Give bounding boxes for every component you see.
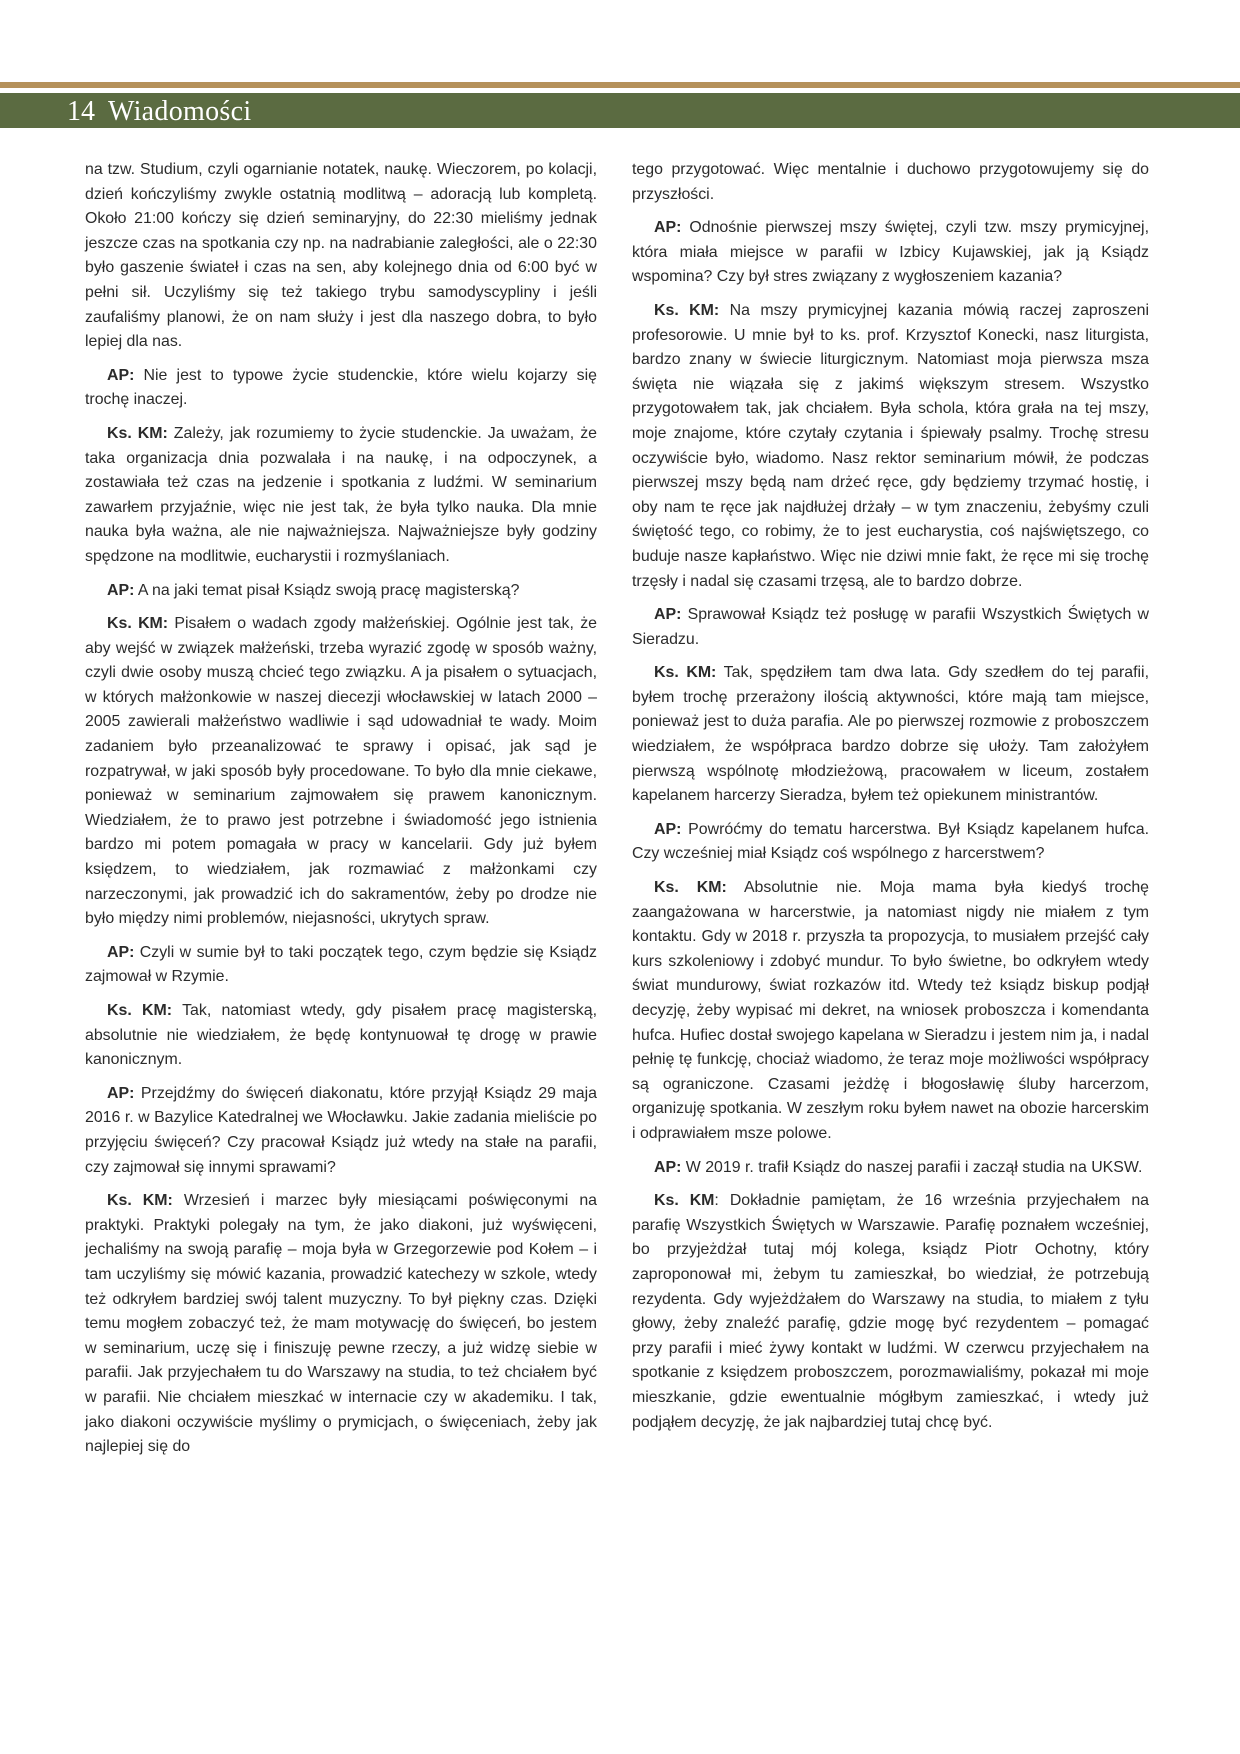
paragraph [85,612,597,932]
paragraph [632,216,1149,290]
paragraph-text: Na mszy prymicyjnej kazania mówią raczej zaproszeni profesorowie. U mnie był to ks. prof. Krzysztof Konecki, nasz liturgista, bardzo znany w świecie liturgicznym. Natomiast moja pierwsza msza święta nie wiązała się z jakimś większym stresem. Wszystko przygotowałem tak, jak chciałem. Była schola, która grała na tej mszy, moje znajome, które czytały czytania i śpiewały psalmy. Trochę stresu oczywiście było, wiadomo. Nasz rektor seminarium mówił, że podczas pierwszej mszy będą nam drżeć ręce, gdy będziemy trzymać hostię, i oby nam te ręce jak najdłużej drżały – w tym znaczeniu, żebyśmy czuli świętość tego, co robimy, że to jest eucharystia, coś najświętszego, co buduje nasze kapłaństwo. Więc nie dziwi mnie fakt, że ręce mi się trochę trzęsły i nadal się czasami trzęsą, ale to bardzo dobrze. [632,301,1149,590]
speaker-label: AP: [654,820,682,838]
paragraph [85,364,597,413]
header-gold-rule [0,82,1240,88]
right-column [632,158,1149,1444]
paragraph [85,579,597,604]
paragraph [632,876,1149,1147]
paragraph [632,661,1149,809]
paragraph [632,158,1149,207]
paragraph [85,1189,597,1460]
paragraph [632,1156,1149,1181]
paragraph [632,818,1149,867]
paragraph [85,941,597,990]
paragraph [632,603,1149,652]
paragraph-text: Odnośnie pierwszej mszy świętej, czyli tzw. mszy prymicyjnej, która miała miejsce w parafii w Izbicy Kujawskiej, jak ją Ksiądz wspomina? Czy był stres związany z wygłoszeniem kazania? [632,219,1149,286]
speaker-label: AP: [107,366,135,384]
page-number: 14 [67,96,95,127]
paragraph-text: Przejdźmy do święceń diakonatu, które przyjął Ksiądz 29 maja 2016 r. w Bazylice Katedralnej we Włocławku. Jakie zadania mieliście po przyjęciu święceń? Czy pracował Ksiądz już wtedy na stałe na parafii, czy zajmował się innymi sprawami? [85,1084,597,1176]
paragraph-text: tego przygotować. Więc mentalnie i duchowo przygotowujemy się do przyszłości. [632,161,1149,203]
paragraph [85,1082,597,1180]
speaker-label: AP: [107,1084,135,1102]
speaker-label: AP: [107,943,135,961]
paragraph-text: na tzw. Studium, czyli ogarnianie notatek, naukę. Wieczorem, po kolacji, dzień kończyliśmy zwykle ostatnią modlitwą – adoracją lub kompletą. Około 21:00 kończy się dzień seminaryjny, do 22:30 mieliśmy jednak jeszcze czas na spotkania czy np. na nadrabianie zaległości, ale o 22:30 było gaszenie świateł i czas na sen, aby kolejnego dnia od 6:00 być w pełni sił. Uczyliśmy się też takiego trybu samodyscypliny i jeśli zaufaliśmy planowi, że on nam służy i jest dla naszego dobra, to było lepiej dla nas. [85,161,597,351]
speaker-label: AP: [654,606,682,624]
paragraph-text: Wrzesień i marzec były miesiącami poświęconymi na praktyki. Praktyki polegały na tym, że jako diakoni, już wyświęceni, jechaliśmy na swoją parafię – moja była w Grzegorzewie pod Kołem – i tam uczyliśmy się mówić kazania, prowadzić katechezy w szkole, wtedy też odkryłem bardziej swój talent muzyczny. To był piękny czas. Dzięki temu mogłem zobaczyć też, że mam motywację do święceń, bo jestem w seminarium, uczę się i finiszuję pewne rzeczy, a już widzę siebie w parafii. Jak przyjechałem tu do Warszawy na studia, to też chciałem być w parafii. Nie chciałem mieszkać w internacie czy w akademiku. I tak, jako diakoni oczywiście myślimy o prymicjach, o święceniach, żeby jak najlepiej się do [85,1192,597,1456]
paragraph [85,999,597,1073]
speaker-label: Ks. KM [654,1192,715,1210]
section-title: Wiadomości [108,96,252,127]
left-column [85,158,597,1469]
paragraph [85,422,597,570]
paragraph-text: W 2019 r. trafił Ksiądz do naszej parafii i zaczął studia na UKSW. [681,1158,1143,1176]
paragraph-text: Sprawował Ksiądz też posługę w parafii Wszystkich Świętych w Sieradzu. [632,606,1149,648]
paragraph-text: Tak, natomiast wtedy, gdy pisałem pracę magisterską, absolutnie nie wiedziałem, że będę kontynuował tę drogę w prawie kanonicznym. [85,1002,597,1069]
speaker-label: Ks. KM: [107,1002,173,1019]
speaker-label: Ks. KM: [654,879,727,897]
speaker-label: Ks. KM: [107,424,168,442]
paragraph-text: Czyli w sumie był to taki początek tego, czym będzie się Ksiądz zajmował w Rzymie. [85,943,597,986]
paragraph [632,1189,1149,1435]
paragraph-text: Nie jest to typowe życie studenckie, które wielu kojarzy się trochę inaczej. [85,366,597,409]
speaker-label: AP: [654,219,682,237]
paragraph-text: : Dokładnie pamiętam, że 16 września przyjechałem na parafię Wszystkich Świętych w Warszawie. Parafię poznałem wcześniej, bo przyjeżdżał tutaj mój kolega, ksiądz Piotr Ochotny, który zaproponował mi, żebym tu zamieszkał, bo wiedział, że potrzebują rezydenta. Gdy wyjeżdżałem do Warszawy na studia, to miałem z tyłu głowy, żeby znaleźć parafię, gdzie mogę być rezydentem – pomagać przy parafii i mieć żywy kontakt w ludźmi. W czerwcu przyjechałem na spotkanie z księdzem proboszczem, porozmawialiśmy, pokazał mi moje mieszkanie, gdzie ewentualnie mógłbym zamieszkać, i wtedy już podjąłem decyzję, że jak najbardziej tutaj chcę być. [632,1192,1149,1431]
speaker-label: Ks. KM: [107,1192,173,1210]
paragraph [632,299,1149,594]
paragraph-text: Absolutnie nie. Moja mama była kiedyś trochę zaangażowana w harcerstwie, ja natomiast nigdy nie miałem z tym kontaktu. Gdy w 2018 r. przyszła ta propozycja, to musiałem przejść cały kurs szkoleniowy i zdobyć mundur. To było świetne, bo odkryłem wtedy świat mundurowy, świat rozkazów itd. Wtedy też ksiądz biskup podjął decyzję, żeby wypisać mi dekret, na wniosek proboszcza i komendanta hufca. Hufiec dostał swojego kapelana w Sieradzu i jestem nim ja, i nadal pełnię tę funkcję, chociaż wiadomo, że teraz moje możliwości współpracy są ograniczone. Czasami jeżdżę i błogosławię śluby harcerzom, organizuję spotkania. W zeszłym roku byłem nawet na obozie harcerskim i odprawiałem msze polowe. [632,879,1149,1142]
paragraph-text: Pisałem o wadach zgody małżeńskiej. Ogólnie jest tak, że aby wejść w związek małżeński, trzeba wyrazić zgodę w sposób ważny, czyli dwie osoby muszą chcieć tego związku. A ja pisałem o sytuacjach, w których małżonkowie w naszej diecezji włocławskiej w latach 2000 – 2005 zawierali małżeństwo wadliwie i sąd udowadniał te wady. Moim zadaniem było przeanalizować te sprawy i opisać, jak sąd je rozpatrywał, w jaki sposób były procedowane. To było dla mnie ciekawe, ponieważ w seminarium zajmowałem się prawem kanonicznym. Wiedziałem, że to prawo jest potrzebne i świadomość jego istnienia bardzo mi potem pomagała w pracy w kancelarii. Gdy już byłem księdzem, to wiedziałem, jak rozmawiać z małżonkami czy narzeczonymi, jak prowadzić ich do sakramentów, żeby po drodze nie było między nimi problemów, niejasności, ukrytych spraw. [85,615,597,928]
speaker-label: Ks. KM: [107,615,169,633]
paragraph-text: Powróćmy do tematu harcerstwa. Był Ksiądz kapelanem hufca. Czy wcześniej miał Ksiądz coś wspólnego z harcerstwem? [632,820,1149,863]
paragraph-text: Tak, spędziłem tam dwa lata. Gdy szedłem do tej parafii, byłem trochę przerażony ilością aktywności, które mają tam miejsce, ponieważ jest to duża parafia. Ale po pierwszej rozmowie z proboszczem wiedziałem, że współpraca bardzo dobrze się ułoży. Tam założyłem pierwszą wspólnotę młodzieżową, pracowałem w liceum, zostałem kapelanem harcerzy Sieradza, byłem też opiekunem ministrantów. [632,664,1149,805]
speaker-label: Ks. KM: [654,301,720,319]
paragraph [85,158,597,355]
speaker-label: AP: [107,581,135,599]
speaker-label: Ks. KM: [654,664,717,682]
speaker-label: AP: [654,1158,682,1176]
paragraph-text: A na jaki temat pisał Ksiądz swoją pracę magisterską? [134,581,520,599]
paragraph-text: Zależy, jak rozumiemy to życie studenckie. Ja uważam, że taka organizacja dnia pozwalała i na naukę, i na odpoczynek, a zostawiała też czas na jedzenie i spotkania z ludźmi. W seminarium zawarłem przyjaźnie, więc nie jest tak, że była tylko nauka. Dla mnie nauka była ważna, ale nie najważniejsza. Najważniejsze były godziny spędzone na modlitwie, eucharystii i rozmyślaniach. [85,424,597,565]
